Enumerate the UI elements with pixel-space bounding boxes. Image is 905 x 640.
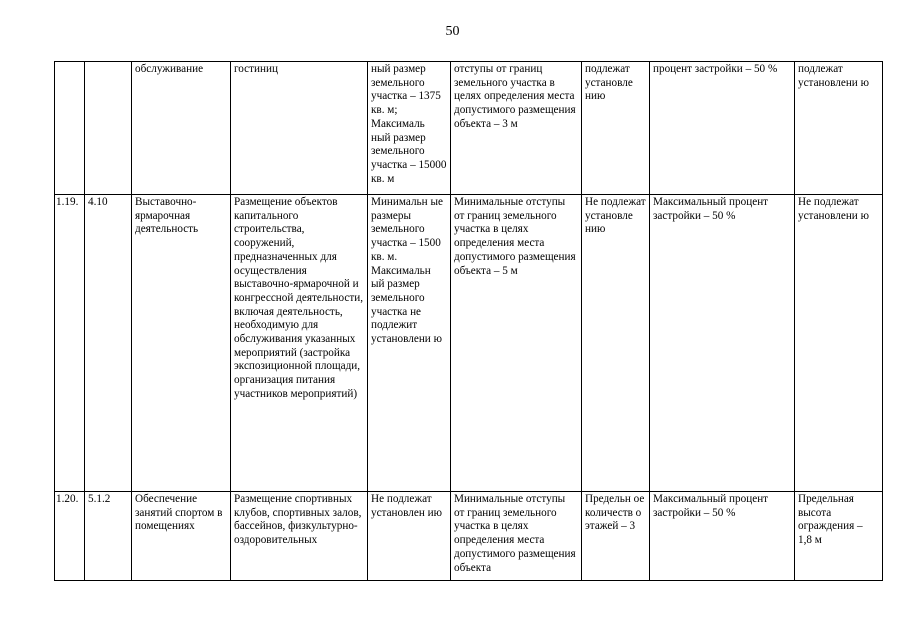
- use-description-cell: гостиниц: [231, 62, 368, 195]
- use-description-cell: Размещение объектов капитального строительства, сооружений, предназначенных для осуществления выставочно-ярмарочной и конгрессной деятельности, включая деятельность, необходимую для обслуживания указанных мероприятий (застройка экспозиционной площади, организация питания участников мероприятий): [231, 195, 368, 492]
- use-description-cell: Размещение спортивных клубов, спортивных залов, бассейнов, физкультурно-оздоровительных: [231, 492, 368, 581]
- use-name-cell: обслуживание: [132, 62, 231, 195]
- setbacks-cell: Минимальные отступы от границ земельного участка в целях определения места допустимого размещения объекта: [451, 492, 582, 581]
- use-code-cell: [85, 62, 132, 195]
- row-number-cell: [55, 62, 85, 195]
- other-limits-cell: подлежат установлени ю: [795, 62, 883, 195]
- setbacks-cell: Минимальные отступы от границ земельного участка в целях определения места допустимого размещения объекта – 5 м: [451, 195, 582, 492]
- use-code-cell: 4.10: [85, 195, 132, 492]
- use-name-cell: Обеспечение занятий спортом в помещениях: [132, 492, 231, 581]
- plot-size-cell: Минимальн ые размеры земельного участка – 1500 кв. м. Максимальн ый размер земельного участка не подлежит установлени ю: [368, 195, 451, 492]
- floors-cell: подлежат установле нию: [582, 62, 650, 195]
- page-number: 50: [445, 24, 460, 39]
- row-number-cell: 1.20.: [55, 492, 85, 581]
- floors-cell: Предельн ое количеств о этажей – 3: [582, 492, 650, 581]
- setbacks-cell: отступы от границ земельного участка в целях определения места допустимого размещения объекта – 3 м: [451, 62, 582, 195]
- use-name-cell: Выставочно-ярмарочная деятельность: [132, 195, 231, 492]
- other-limits-cell: Не подлежат установлени ю: [795, 195, 883, 492]
- coverage-cell: Максимальный процент застройки – 50 %: [650, 492, 795, 581]
- coverage-cell: Максимальный процент застройки – 50 %: [650, 195, 795, 492]
- table-row: [55, 195, 883, 492]
- zoning-table: [54, 61, 883, 581]
- table-row: [55, 62, 883, 195]
- floors-cell: Не подлежат установле нию: [582, 195, 650, 492]
- row-number-cell: 1.19.: [55, 195, 85, 492]
- other-limits-cell: Предельная высота ограждения – 1,8 м: [795, 492, 883, 581]
- plot-size-cell: Не подлежат установлен ию: [368, 492, 451, 581]
- table-row: [55, 492, 883, 581]
- plot-size-cell: ный размер земельного участка – 1375 кв. м; Максималь ный размер земельного участка – 15000 кв. м: [368, 62, 451, 195]
- use-code-cell: 5.1.2: [85, 492, 132, 581]
- coverage-cell: процент застройки – 50 %: [650, 62, 795, 195]
